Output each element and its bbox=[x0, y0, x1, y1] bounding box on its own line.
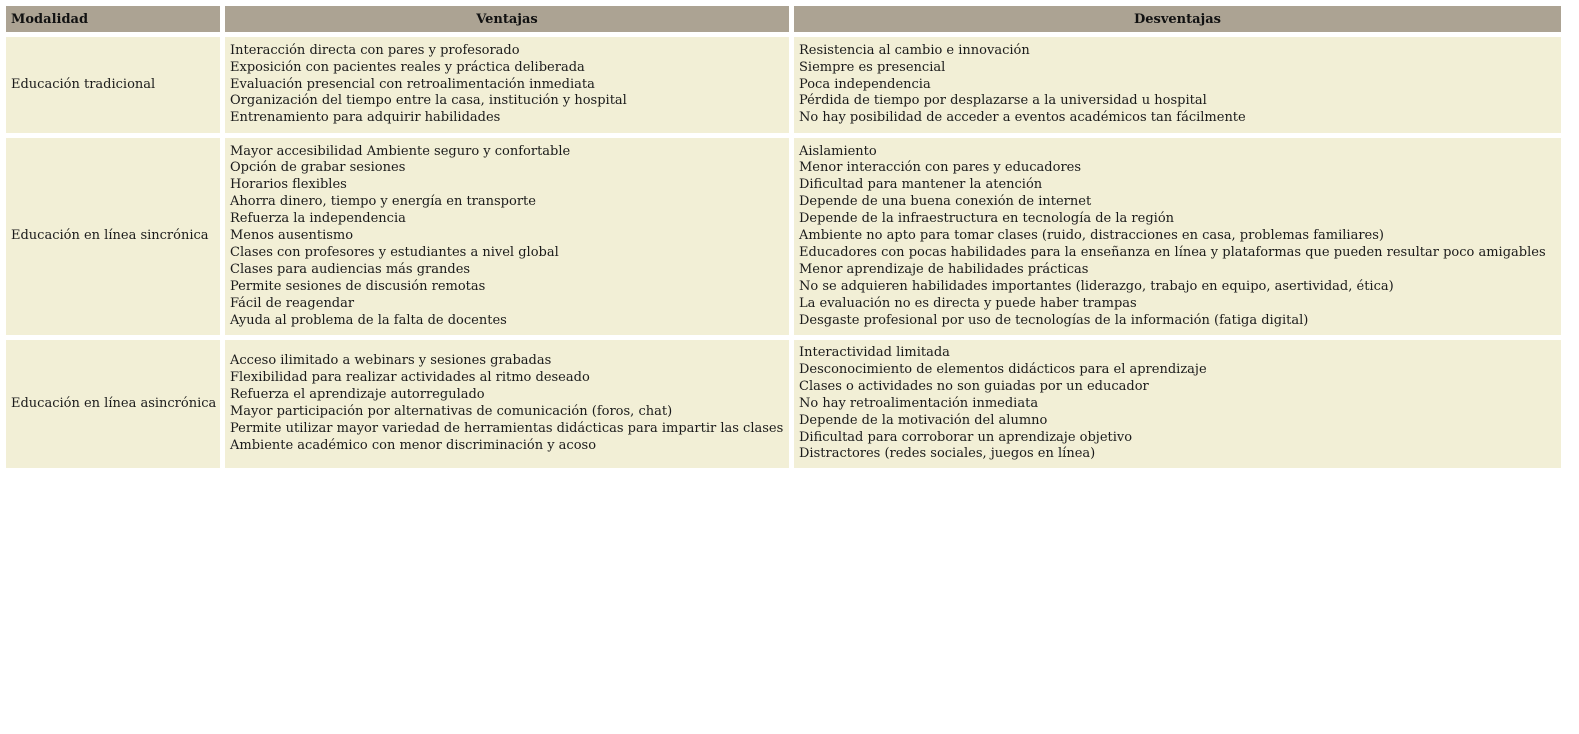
desventaja-item: Depende de una buena conexión de internet bbox=[799, 194, 1092, 210]
ventaja-item: Refuerza la independencia bbox=[230, 211, 406, 227]
ventajas-cell bbox=[225, 37, 789, 133]
ventajas-cell bbox=[225, 340, 789, 468]
header-modalidad: Modalidad bbox=[6, 6, 220, 32]
ventaja-item: Evaluación presencial con retroalimentación inmediata bbox=[230, 76, 595, 92]
desventajas-cell bbox=[794, 37, 1561, 133]
desventaja-item: Desgaste profesional por uso de tecnologías de la información (fatiga digital) bbox=[799, 312, 1309, 328]
ventaja-item: Ahorra dinero, tiempo y energía en transporte bbox=[230, 194, 536, 210]
ventaja-item: Clases con profesores y estudiantes a nivel global bbox=[230, 244, 559, 260]
ventaja-item: Opción de grabar sesiones bbox=[230, 160, 406, 176]
desventaja-item: Interactividad limitada bbox=[799, 345, 950, 360]
desventaja-item: No se adquieren habilidades importantes (liderazgo, trabajo en equipo, asertividad, ética) bbox=[799, 278, 1394, 294]
ventaja-item: Acceso ilimitado a webinars y sesiones grabadas bbox=[230, 353, 552, 369]
header-row bbox=[6, 6, 1561, 32]
desventaja-item: No hay retroalimentación inmediata bbox=[799, 395, 1039, 411]
desventajas-cell bbox=[794, 138, 1561, 335]
desventajas-cell bbox=[794, 340, 1561, 468]
desventaja-item: Desconocimiento de elementos didácticos para el aprendizaje bbox=[799, 361, 1207, 377]
header-desventajas: Desventajas bbox=[794, 6, 1561, 32]
desventaja-item: La evaluación no es directa y puede haber trampas bbox=[799, 295, 1137, 311]
ventaja-item: Fácil de reagendar bbox=[230, 295, 355, 311]
desventaja-item: Dificultad para mantener la atención bbox=[799, 177, 1043, 193]
desventaja-item: Depende de la infraestructura en tecnología de la región bbox=[799, 211, 1175, 227]
desventaja-item: Clases o actividades no son guiadas por un educador bbox=[799, 378, 1149, 394]
comparison-table bbox=[1, 1, 1566, 473]
desventaja-item: Pérdida de tiempo por desplazarse a la universidad u hospital bbox=[799, 93, 1207, 109]
ventaja-item: Ayuda al problema de la falta de docentes bbox=[230, 312, 507, 328]
ventaja-item: Permite sesiones de discusión remotas bbox=[230, 278, 486, 294]
ventaja-item: Permite utilizar mayor variedad de herramientas didácticas para impartir las clases bbox=[230, 421, 784, 437]
ventaja-item: Flexibilidad para realizar actividades al ritmo deseado bbox=[230, 370, 590, 386]
ventajas-cell bbox=[225, 138, 789, 335]
ventaja-item: Menos ausentismo bbox=[230, 228, 354, 244]
desventaja-item: Poca independencia bbox=[799, 76, 931, 92]
desventaja-item: Menor interacción con pares y educadores bbox=[799, 160, 1082, 176]
ventaja-item: Ambiente académico con menor discriminación y acoso bbox=[230, 437, 597, 453]
ventaja-item: Entrenamiento para adquirir habilidades bbox=[230, 110, 501, 126]
modalidad-cell: Educación en línea sincrónica bbox=[6, 138, 220, 335]
table-row bbox=[6, 138, 1561, 335]
ventaja-item: Refuerza el aprendizaje autorregulado bbox=[230, 387, 485, 403]
table-row bbox=[6, 37, 1561, 133]
table-row bbox=[6, 340, 1561, 468]
desventaja-item: Resistencia al cambio e innovación bbox=[799, 42, 1030, 58]
desventaja-item: Dificultad para corroborar un aprendizaje objetivo bbox=[799, 429, 1133, 445]
desventaja-item: Menor aprendizaje de habilidades prácticas bbox=[799, 261, 1089, 277]
ventaja-item: Organización del tiempo entre la casa, institución y hospital bbox=[230, 93, 627, 109]
modalidad-cell: Educación tradicional bbox=[6, 37, 220, 133]
ventaja-item: Exposición con pacientes reales y práctica deliberada bbox=[230, 59, 585, 75]
desventaja-item: Siempre es presencial bbox=[799, 59, 946, 75]
desventaja-item: No hay posibilidad de acceder a eventos académicos tan fácilmente bbox=[799, 110, 1246, 126]
ventaja-item: Clases para audiencias más grandes bbox=[230, 261, 471, 277]
ventaja-item: Interacción directa con pares y profesorado bbox=[230, 42, 520, 58]
desventaja-item: Depende de la motivación del alumno bbox=[799, 412, 1048, 428]
header-ventajas: Ventajas bbox=[225, 6, 789, 32]
desventaja-item: Aislamiento bbox=[799, 143, 877, 159]
desventaja-item: Distractores (redes sociales, juegos en línea) bbox=[799, 446, 1096, 462]
ventaja-item: Horarios flexibles bbox=[230, 177, 347, 193]
desventaja-item: Educadores con pocas habilidades para la enseñanza en línea y plataformas que pueden resultar poco amigables bbox=[799, 244, 1546, 260]
modalidad-cell: Educación en línea asincrónica bbox=[6, 340, 220, 468]
desventaja-item: Ambiente no apto para tomar clases (ruido, distracciones en casa, problemas familiares) bbox=[799, 228, 1384, 244]
ventaja-item: Mayor participación por alternativas de comunicación (foros, chat) bbox=[230, 404, 673, 420]
ventaja-item: Mayor accesibilidad Ambiente seguro y confortable bbox=[230, 143, 571, 159]
